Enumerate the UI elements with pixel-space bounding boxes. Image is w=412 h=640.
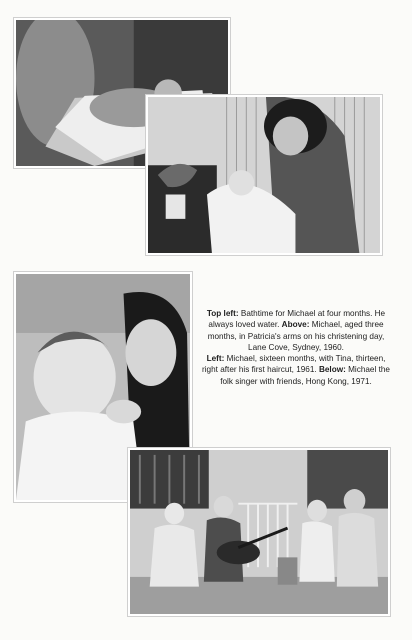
photo-christening (146, 95, 382, 255)
caption-text-above: Michael, aged three months, in Patricia's arms on his christening day, Lane Cove, Sydney, 1960. (207, 320, 385, 352)
caption-label-below: Below: (318, 365, 346, 375)
christening-image (148, 97, 380, 253)
folk-singer-image (130, 450, 388, 614)
caption-label-top-left: Top left: (206, 309, 239, 318)
photo-caption (200, 308, 392, 387)
caption-label-left: Left: (206, 354, 225, 364)
caption-text-left: Michael, sixteen months, with Tina, thirteen, right after his first haircut, 1961. (202, 354, 386, 375)
caption-text-top-left: Bathtime for Michael at four months. He always loved water. (208, 309, 386, 330)
caption-text-below: Michael the folk singer with friends, Hong Kong, 1971. (220, 365, 390, 386)
caption-label-above: Above: (281, 320, 310, 330)
photo-folk-singer (128, 448, 390, 616)
